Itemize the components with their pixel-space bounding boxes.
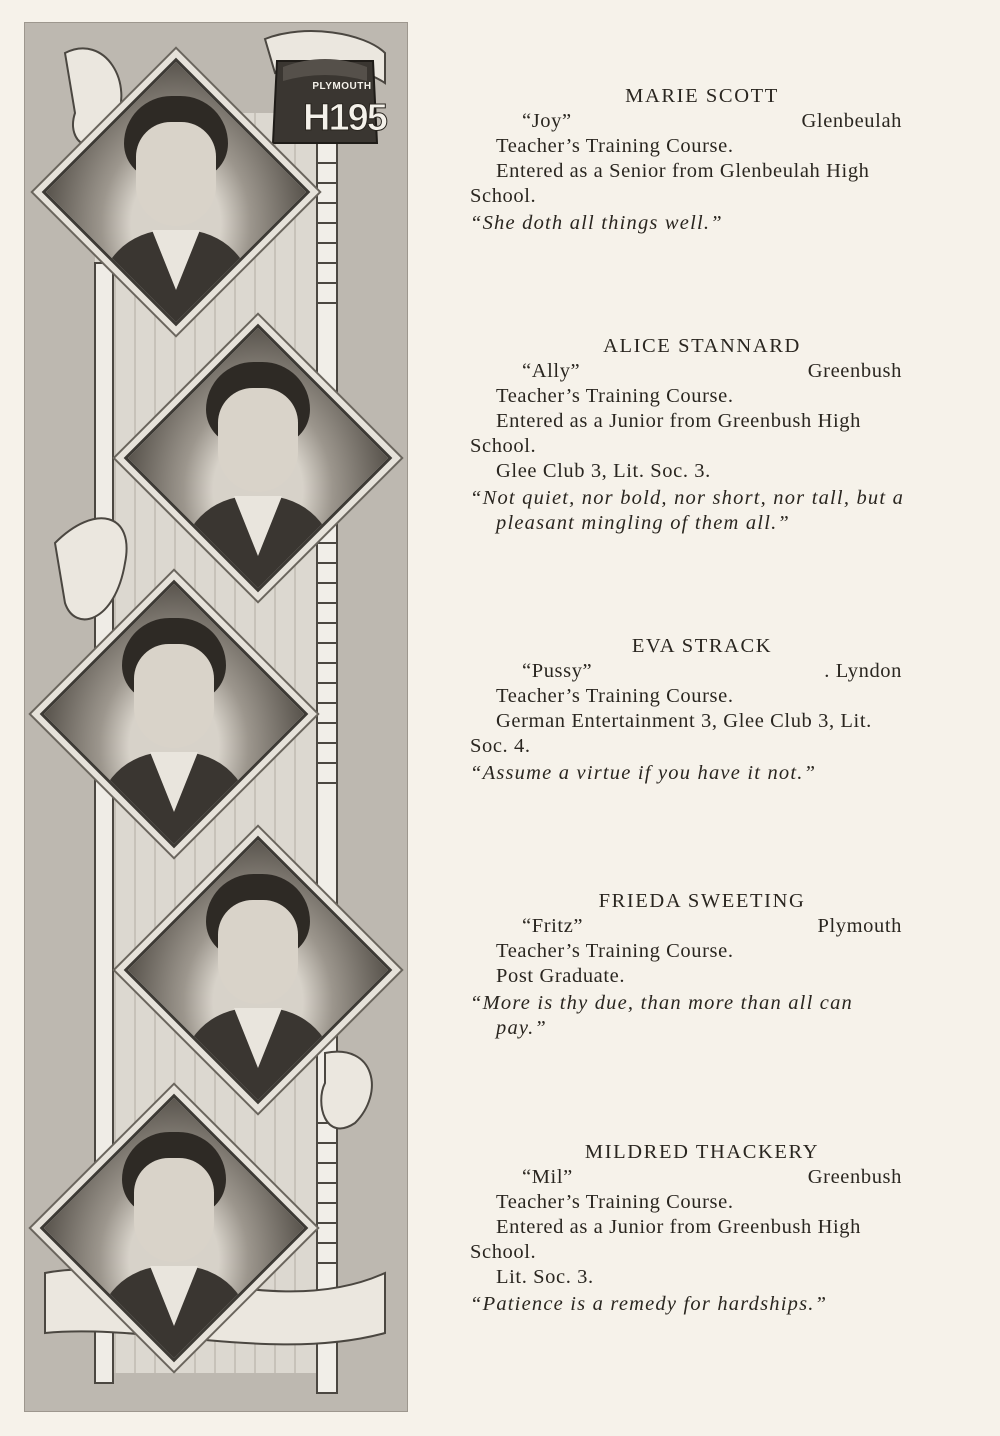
activity-line: Post Graduate.: [496, 965, 626, 987]
entry-mildred-thackery: [470, 1140, 954, 1317]
student-quote: [470, 991, 954, 1041]
quote-line: “More is thy due, than more than all can: [470, 992, 853, 1014]
logo-class-year: H195: [303, 97, 386, 139]
student-hometown: Plymouth: [817, 915, 902, 937]
student-name: ALICE STANNARD: [603, 335, 801, 357]
activity-line: Lit. Soc. 3.: [496, 1266, 594, 1288]
student-nickname: “Joy”: [522, 110, 572, 132]
activity-line: Teacher’s Training Course.: [496, 135, 734, 157]
quote-continuation: pleasant mingling of them all.”: [496, 512, 791, 534]
entry-marie-scott: [470, 84, 954, 236]
quote-line: “Not quiet, nor bold, nor short, nor tall, but a: [470, 487, 905, 509]
student-nickname: “Pussy”: [522, 660, 593, 682]
student-quote: “Patience is a remedy for hardships.”: [470, 1293, 828, 1315]
student-nickname: “Fritz”: [522, 915, 584, 937]
entry-alice-stannard: [470, 334, 954, 536]
activity-line: Teacher’s Training Course.: [496, 940, 734, 962]
activity-line-wrap: School.: [470, 1241, 537, 1263]
student-quote: [470, 486, 954, 536]
photo-panel: [24, 22, 408, 1412]
logo-school-name: PLYMOUTH: [312, 81, 372, 92]
entry-eva-strack: [470, 634, 954, 786]
student-hometown: Greenbush: [807, 1166, 902, 1188]
student-name: FRIEDA SWEETING: [598, 890, 806, 912]
activity-line: Glee Club 3, Lit. Soc. 3.: [496, 460, 711, 482]
student-quote: “Assume a virtue if you have it not.”: [470, 762, 817, 784]
student-name: MARIE SCOTT: [625, 85, 779, 107]
quote-continuation: pay.”: [496, 1017, 547, 1039]
student-hometown: . Lyndon: [824, 660, 902, 682]
activity-line: Entered as a Junior from Greenbush High: [496, 410, 861, 432]
student-nickname: “Ally”: [522, 360, 581, 382]
entry-frieda-sweeting: [470, 889, 954, 1041]
activity-line-wrap: Soc. 4.: [470, 735, 531, 757]
student-name: MILDRED THACKERY: [584, 1141, 820, 1163]
activity-line: Teacher’s Training Course.: [496, 385, 734, 407]
activity-line: Entered as a Senior from Glenbeulah High: [496, 160, 870, 182]
activity-line: Teacher’s Training Course.: [496, 685, 734, 707]
activity-line-wrap: School.: [470, 185, 537, 207]
student-name: EVA STRACK: [631, 635, 773, 657]
student-hometown: Greenbush: [807, 360, 902, 382]
student-quote: “She doth all things well.”: [470, 212, 723, 234]
activity-line-wrap: School.: [470, 435, 537, 457]
student-nickname: “Mil”: [522, 1166, 573, 1188]
student-hometown: Glenbeulah: [801, 110, 902, 132]
activity-line: German Entertainment 3, Glee Club 3, Lit.: [496, 710, 872, 732]
activity-line: Teacher’s Training Course.: [496, 1191, 734, 1213]
activity-line: Entered as a Junior from Greenbush High: [496, 1216, 861, 1238]
